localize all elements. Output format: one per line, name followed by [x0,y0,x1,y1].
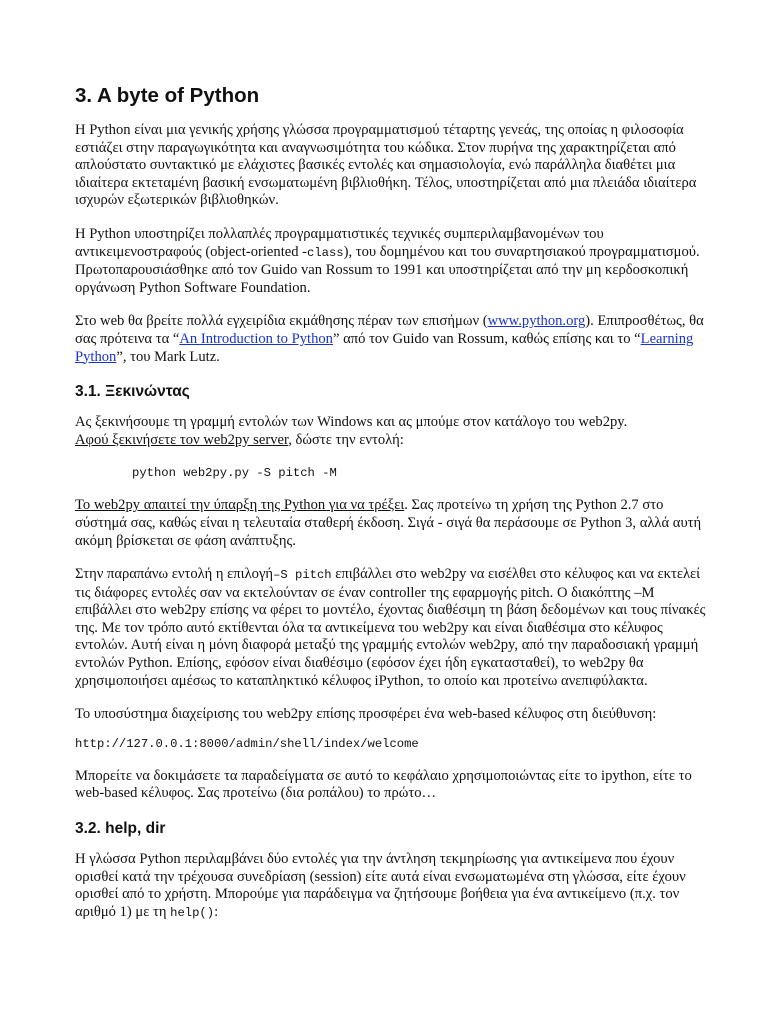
page-title: 3. A byte of Python [75,84,260,107]
python-org-link[interactable]: www.python.org [487,313,586,330]
class-keyword: class [307,245,344,260]
tutorials-text-c: ” από τον Guido van Rossum, καθώς επίσης και το “ [332,330,641,347]
tutorials-text-d: ”, του Mark Lutz. [116,348,220,365]
shell-options-text-b: επιβάλλει στο web2py να εισέλθει στο κέλυφος και να εκτελεί τις διάφορες εντολές σαν να εκτελούνταν σε έναν controller της εφαρμογής pitch. Ο διακόπτης –M επιβάλλει στο web2py επίσης να φέρει το μοντέλο, έχοντας διαθέσιμη τη βάση δεδομένων και τους πίνακές της. Με τον τρόπο αυτό εκτίθενται όλα τα αντικείμενα του web2py και είναι διαθέσιμα στο κέλυφος εντολών. Αυτή είναι η μόνη διαφορά μεταξύ της γραμμής εντολών web2py, από την παραδοσιακή γραμμή εντολών Python. Επίσης, εφόσον είναι διαθέσιμο (εφόσον έχει ήδη εγκατασταθεί), το web2py θα χρησιμοποιήσει αμέσως το καταπληκτικό κέλυφος iPython, το οποίο και προτείνω ανεπιφύλακτα. [75,566,706,689]
start-server-underlined: Αφού ξεκινήσετε τον web2py server [75,431,289,448]
shell-options-paragraph [75,566,708,690]
start-text-c: , δώστε την εντολή: [288,431,404,448]
shell-options-text-a: Στην παραπάνω εντολή η επιλογή [75,566,274,583]
requirements-text: . Σας προτείνω τη χρήση της Python 2.7 στο σύστημά σας, καθώς είναι η τελευταία σταθερή έκδοση. Σιγά - σιγά θα περάσουμε σε Python 3, αλλά αυτή ακόμη βρίσκεται σε φάση ανάπτυξης. [75,497,702,549]
tutorials-text-a: Στο web θα βρείτε πολλά εγχειρίδια εκμάθησης πέραν των επισήμων ( [75,313,488,330]
try-examples-paragraph: Μπορείτε να δοκιμάσετε τα παραδείγματα σε αυτό το κεφάλαιο χρησιμοποιώντας είτε το ipython, είτε το web-based κέλυφος. Σας προτείνω (δια ροπάλου) το πρώτο… [75,767,692,802]
shell-option-code: –S pitch [273,568,332,583]
tutorials-paragraph [75,313,708,366]
shell-command-code: python web2py.py -S pitch -M [132,466,337,481]
intro-paragraph: Η Python είναι μια γενικής χρήσης γλώσσα προγραμματισμού τέταρτης γενεάς, της οποίας η φιλοσοφία εστιάζει στην παραγωγικότητα και αναγνωσιμότητα του κώδικα. Στον πυρήνα της χαρακτηρίζεται από απλούστατο συντακτικό με ελάχιστες βασικές εντολές και σημασιολογία, ενώ παράλληλα διαθέτει μια ιδιαίτερα εκτεταμένη βασική ενσωματωμένη βιβλιοθήκη. Τέλος, υποστηρίζεται από μια πλειάδα ιδιαίτερα ισχυρών εξωτερικών βιβλιοθηκών. [75,122,697,209]
requirements-underlined: Το web2py απαιτεί την ύπαρξη της Python για να τρέξει [75,497,405,514]
paradigms-paragraph [75,226,708,297]
web-shell-paragraph: Το υποσύστημα διαχείρισης του web2py επίσης προσφέρει ένα web-based κέλυφος στη διεύθυνση: [75,706,657,723]
requirements-paragraph [75,497,708,550]
learning-python-link[interactable]: Learning Python [75,330,694,365]
help-dir-paragraph [75,851,708,922]
tutorials-text-b: ). Επιπροσθέτως, θα σας πρότεινα τα “ [75,313,704,347]
web-shell-url-code: http://127.0.0.1:8000/admin/shell/index/welcome [75,736,419,751]
start-text-a: Ας ξεκινήσουμε τη γραμμή εντολών των Windows και ας μπούμε στον κατάλογο του web2py. [75,414,628,431]
paradigms-text-b: ), του δομημένου και του συναρτησιακού προγραμματισμού. Πρωτοπαρουσιάσθηκε από τον Guido van Rossum το 1991 και υποστηρίζεται από την μη κερδοσκοπική οργάνωση Python Software Foundation. [75,243,700,296]
help-dir-text-a: Η γλώσσα Python περιλαμβάνει δύο εντολές για την άντληση τεκμηρίωσης για αντικείμενα που έχουν ορισθεί κατά την τρέχουσα συνεδρίαση (session) είτε αυτά είναι ενσωματωμένα στη γλώσσα, είτε έχουν ορισθεί από το χρήστη. Μπορούμε για παράδειγμα να ζητήσουμε βοήθεια για ένα αντικείμενο (π.χ. τον αριθμό 1) με τη [75,851,686,920]
start-paragraph [75,414,708,449]
section-heading-help-dir: 3.2. help, dir [75,820,166,838]
help-function-code: help() [170,905,215,920]
paradigms-text-a: Η Python υποστηρίζει πολλαπλές προγραμματιστικές τεχνικές συμπεριλαμβανομένων του αντικειμενοστραφούς (object-oriented - [75,225,604,260]
intro-to-python-link[interactable]: An Introduction to Python [179,330,333,347]
help-dir-text-b: : [214,903,219,920]
section-heading-getting-started: 3.1. Ξεκινώντας [75,383,190,401]
